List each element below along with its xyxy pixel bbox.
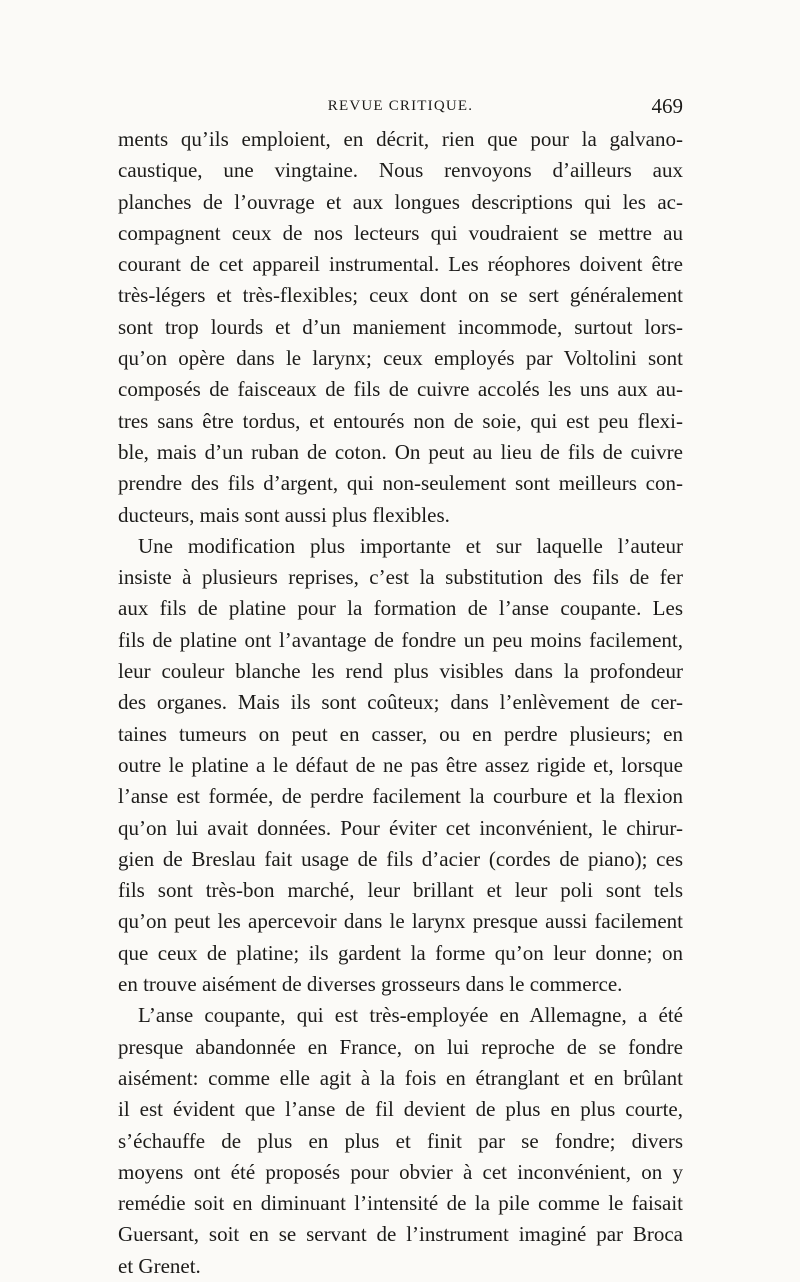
text-line: gien de Breslau fait usage de fils d’acier (cordes de piano); ces <box>118 846 683 871</box>
text-line: qu’on peut les apercevoir dans le larynx presque aussi facilement <box>118 909 683 934</box>
text-line: en trouve aisément de diverses grosseurs dans le commerce. <box>118 972 623 997</box>
text-line: fils de platine ont l’avantage de fondre un peu moins facilement, <box>118 627 683 652</box>
text-line: courant de cet appareil instrumental. Les réophores doivent être <box>118 252 683 277</box>
text-line: leur couleur blanche les rend plus visibles dans la profondeur <box>118 659 683 684</box>
paragraph <box>118 531 683 1000</box>
text-line: l’anse est formée, de perdre facilement la courbure et la flexion <box>118 784 683 809</box>
body-text <box>118 124 683 1282</box>
text-line: fils sont très-bon marché, leur brillant et leur poli sont tels <box>118 878 683 903</box>
text-line: L’anse coupante, qui est très-employée en Allemagne, a été <box>138 1003 683 1028</box>
text-line: et Grenet. <box>118 1253 201 1278</box>
text-line: remédie soit en diminuant l’intensité de la pile comme le faisait <box>118 1191 683 1216</box>
text-line: prendre des fils d’argent, qui non-seulement sont meilleurs con- <box>118 471 683 496</box>
text-line: très-légers et très-flexibles; ceux dont on se sert généralement <box>118 283 683 308</box>
text-line: taines tumeurs on peut en casser, ou en perdre plusieurs; en <box>118 721 683 746</box>
running-title: REVUE CRITIQUE. <box>327 98 474 114</box>
text-line: ble, mais d’un ruban de coton. On peut au lieu de fils de cuivre <box>118 439 683 464</box>
text-line: des organes. Mais ils sont coûteux; dans l’enlèvement de cer- <box>118 690 683 715</box>
text-line: moyens ont été proposés pour obvier à cet inconvénient, on y <box>118 1159 683 1184</box>
text-line: Guersant, soit en se servant de l’instrument imaginé par Broca <box>118 1222 683 1247</box>
text-line: qu’on opère dans le larynx; ceux employés par Voltolini sont <box>118 346 683 371</box>
text-line: insiste à plusieurs reprises, c’est la substitution des fils de fer <box>118 565 683 590</box>
text-line: tres sans être tordus, et entourés non de soie, qui est peu flexi- <box>118 408 683 433</box>
text-line: Une modification plus importante et sur laquelle l’auteur <box>138 533 683 558</box>
paragraph <box>118 124 683 531</box>
text-line: outre le platine a le défaut de ne pas être assez rigide et, lorsque <box>118 752 683 777</box>
paragraph <box>118 1000 683 1282</box>
text-line: ments qu’ils emploient, en décrit, rien que pour la galvano- <box>118 127 683 151</box>
text-line: caustique, une vingtaine. Nous renvoyons d’ailleurs aux <box>118 158 683 183</box>
page-number: 469 <box>651 94 683 118</box>
text-line: composés de faisceaux de fils de cuivre accolés les uns aux au- <box>118 377 683 402</box>
text-line: aisément: comme elle agit à la fois en étranglant et en brûlant <box>118 1065 683 1090</box>
text-line: sont trop lourds et d’un maniement incommode, surtout lors- <box>118 314 683 339</box>
text-line: aux fils de platine pour la formation de l’anse coupante. Les <box>118 596 683 621</box>
text-line: qu’on lui avait données. Pour éviter cet inconvénient, le chirur- <box>118 815 683 840</box>
text-line: s’échauffe de plus en plus et finit par se fondre; divers <box>118 1128 683 1153</box>
text-line: presque abandonnée en France, on lui reproche de se fondre <box>118 1034 683 1059</box>
text-line: compagnent ceux de nos lecteurs qui voudraient se mettre au <box>118 220 683 245</box>
text-line: ducteurs, mais sont aussi plus flexibles. <box>118 502 450 527</box>
running-header <box>118 96 683 122</box>
text-line: planches de l’ouvrage et aux longues descriptions qui les ac- <box>118 189 683 214</box>
text-line: que ceux de platine; ils gardent la forme qu’on leur donne; on <box>118 940 683 965</box>
text-line: il est évident que l’anse de fil devient de plus en plus courte, <box>118 1097 683 1122</box>
